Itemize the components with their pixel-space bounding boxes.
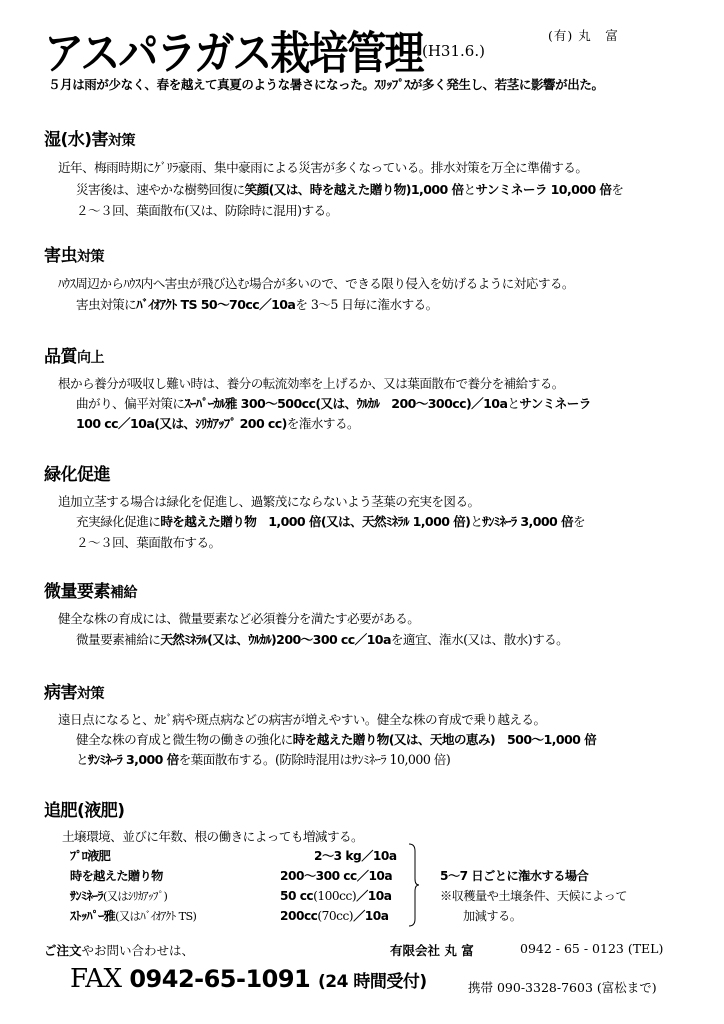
section-line <box>76 729 596 748</box>
section-title <box>44 460 110 485</box>
line-text: と <box>463 182 476 197</box>
product-highlight: ｽｰﾊﾟｰｶﾙ雅 300～500cc(又は、ｳﾙｶﾙ 200～300cc)／10a <box>184 396 508 411</box>
section-line: 追加立茎する場合は緑化を促進し、過繁茂にならないよう茎葉の充実を図る。 <box>58 494 480 509</box>
product-name <box>70 907 196 924</box>
line-text: 微量要素補給に <box>76 632 161 647</box>
product-amount <box>280 887 391 904</box>
section-title-main: 緑化促進 <box>44 465 110 485</box>
section-line <box>76 393 591 412</box>
fax-line <box>70 964 427 994</box>
line-text: 害虫対策に <box>76 297 137 312</box>
line-text: と <box>507 396 520 411</box>
section-line: ２～３回、葉面散布する。 <box>76 535 221 550</box>
section-line: 健全な株の育成には、微量要素など必須養分を満たす必要がある。 <box>58 611 420 626</box>
product-name-text: ﾌﾟﾛ液肥 <box>70 849 111 863</box>
amount-note: (100cc) <box>313 889 357 903</box>
section-title-sub: 向上 <box>77 350 104 366</box>
section-title-sub: 対策 <box>77 249 104 265</box>
amount-unit: ／10a <box>353 909 389 923</box>
brace-symbol <box>408 843 420 927</box>
line-text: 曲がり、偏平対策に <box>76 396 185 411</box>
mobile-number: 携帯 090-3328-7603 (富松まで) <box>468 980 657 995</box>
product-amount: 200～300 cc／10a <box>280 869 393 883</box>
order-label: ご注文 <box>44 943 82 958</box>
section-title <box>44 125 135 150</box>
section-line: ﾊｳｽ周辺からﾊｳｽ内へ害虫が飛び込む場合が多いので、できる限り侵入を妨げるように対応する。 <box>58 276 574 291</box>
section-title-sub: 対策 <box>77 686 104 702</box>
company-name-top: (有) 丸 富 <box>548 28 619 43</box>
line-text: を <box>572 514 586 529</box>
issue-date: (H31.6.) <box>422 42 485 60</box>
table-row <box>70 847 690 867</box>
order-text: やお問い合わせは、 <box>81 943 195 958</box>
section-title-main: 湿(水)害 <box>44 130 109 150</box>
product-highlight: 100 cc／10a(又は、ｼﾘｶｱｯﾌﾟ 200 cc) <box>76 416 287 431</box>
product-amount <box>280 907 388 924</box>
product-name-text: ｽﾄｯﾊﾟｰ雅 <box>70 909 116 923</box>
line-text: と <box>470 514 483 529</box>
line-text: と <box>76 752 89 767</box>
adjustment-note: ※収穫量や土壌条件、天候によって <box>440 889 627 903</box>
product-name <box>70 867 163 884</box>
application-note: 5～7 日ごとに潅水する場合 <box>440 869 589 883</box>
product-name-text: 時を越えた贈り物 <box>70 869 163 883</box>
phone-number: 0942 - 65 - 0123 (TEL) <box>520 941 664 956</box>
product-highlight: 笑顔(又は、時を越えた贈り物)1,000 倍 <box>244 182 464 197</box>
line-text: 災害後は、速やかな樹勢回復に <box>76 182 245 197</box>
section-title: 追肥(液肥) <box>44 801 125 821</box>
amount-text: 200cc <box>280 909 318 923</box>
line-text: を葉面散布する。(防除時混用はｻﾝﾐﾈｰﾗ 10,000 倍) <box>178 752 451 767</box>
line-text: 健全な株の育成と微生物の働きの強化に <box>76 732 293 747</box>
section-title-sub: 対策 <box>108 133 136 149</box>
table-row <box>70 867 690 887</box>
product-name <box>70 847 110 864</box>
company-name: 有限会社 丸 富 <box>390 943 474 958</box>
product-highlight: サンミネーラ <box>519 396 591 411</box>
product-highlight: 時を越えた贈り物 1,000 倍(又は、天然ﾐﾈﾗﾙ 1,000 倍) <box>160 514 471 529</box>
page-title: アスパラガス栽培管理 <box>44 28 423 80</box>
section-title-main: 品質 <box>44 347 77 367</box>
section-line <box>76 179 623 198</box>
section-title-main: 害虫 <box>44 246 77 266</box>
section-title-sub: 補給 <box>110 585 137 601</box>
line-text: を適宜、潅水(又は、散水)する。 <box>390 632 569 647</box>
section-line <box>76 294 438 313</box>
adjustment-note: 加減する。 <box>463 909 522 923</box>
section-title-main: 微量要素 <box>44 582 110 602</box>
line-text: を 3～5 日毎に潅水する。 <box>295 297 438 312</box>
fax-label: FAX <box>70 964 122 994</box>
amount-unit: ／10a <box>356 889 392 903</box>
fax-hours: (24 時間受付) <box>318 972 427 992</box>
amount-note: (70cc) <box>317 909 354 923</box>
product-name-note: (又はｼﾘｶｱｯﾌﾟ) <box>102 890 168 903</box>
section-title <box>44 577 137 602</box>
section-line: ２～３回、葉面散布(又は、防除時に混用)する。 <box>76 203 338 218</box>
section-line: 近年、梅雨時期にｹﾞﾘﾗ豪雨、集中豪雨による災害が多くなっている。排水対策を万全に準備する。 <box>58 160 588 175</box>
product-highlight: 時を越えた贈り物(又は、天地の恵み) 500～1,000 倍 <box>292 732 597 747</box>
product-amount: 2～3 kg／10a <box>314 849 397 863</box>
section-line <box>76 749 450 768</box>
section-line: 土壌環境、並びに年数、根の働きによっても増減する。 <box>62 829 364 844</box>
table-row <box>70 907 690 927</box>
intro-text: ５月は雨が少なく、春を越えて真夏のような暑さになった。ｽﾘｯﾌﾟｽが多く発生し、若茎に影響が出た。 <box>48 77 604 92</box>
line-text: を <box>611 182 624 197</box>
product-name-text: ｻﾝﾐﾈｰﾗ <box>70 889 103 903</box>
line-text: 充実緑化促進に <box>76 514 161 529</box>
section-title <box>44 678 104 703</box>
section-line: 遠日点になると、ｶﾋﾞ病や斑点病などの病害が増えやすい。健全な株の育成で乗り越える。 <box>58 712 546 727</box>
section-title <box>44 241 104 266</box>
section-line: 根から養分が吸収し難い時は、養分の転流効率を上げるか、又は葉面散布で養分を補給する。 <box>58 376 564 391</box>
product-highlight: サンミネーラ 10,000 倍 <box>475 182 612 197</box>
product-name-note: (又はﾊﾞｲｵｱｸﾄ TS) <box>115 910 197 923</box>
line-text: を潅水する。 <box>286 416 360 431</box>
section-title-main: 病害 <box>44 683 77 703</box>
amount-text: 50 cc <box>280 889 314 903</box>
product-highlight: ｻﾝﾐﾈｰﾗ 3,000 倍 <box>482 514 573 529</box>
section-line <box>76 413 359 432</box>
product-highlight: ﾊﾞｲｵｱｸﾄ TS 50～70cc／10a <box>136 297 296 312</box>
section-title <box>44 342 104 367</box>
product-highlight: 天然ﾐﾈﾗﾙ(又は、ｳﾙｶﾙ)200～300 cc／10a <box>160 632 391 647</box>
section-line <box>76 511 585 530</box>
fax-number: 0942-65-1091 <box>129 965 311 993</box>
order-inquiry <box>44 941 194 959</box>
section-line <box>76 629 568 648</box>
product-name <box>70 887 167 904</box>
product-highlight: ｻﾝﾐﾈｰﾗ 3,000 倍 <box>88 752 179 767</box>
